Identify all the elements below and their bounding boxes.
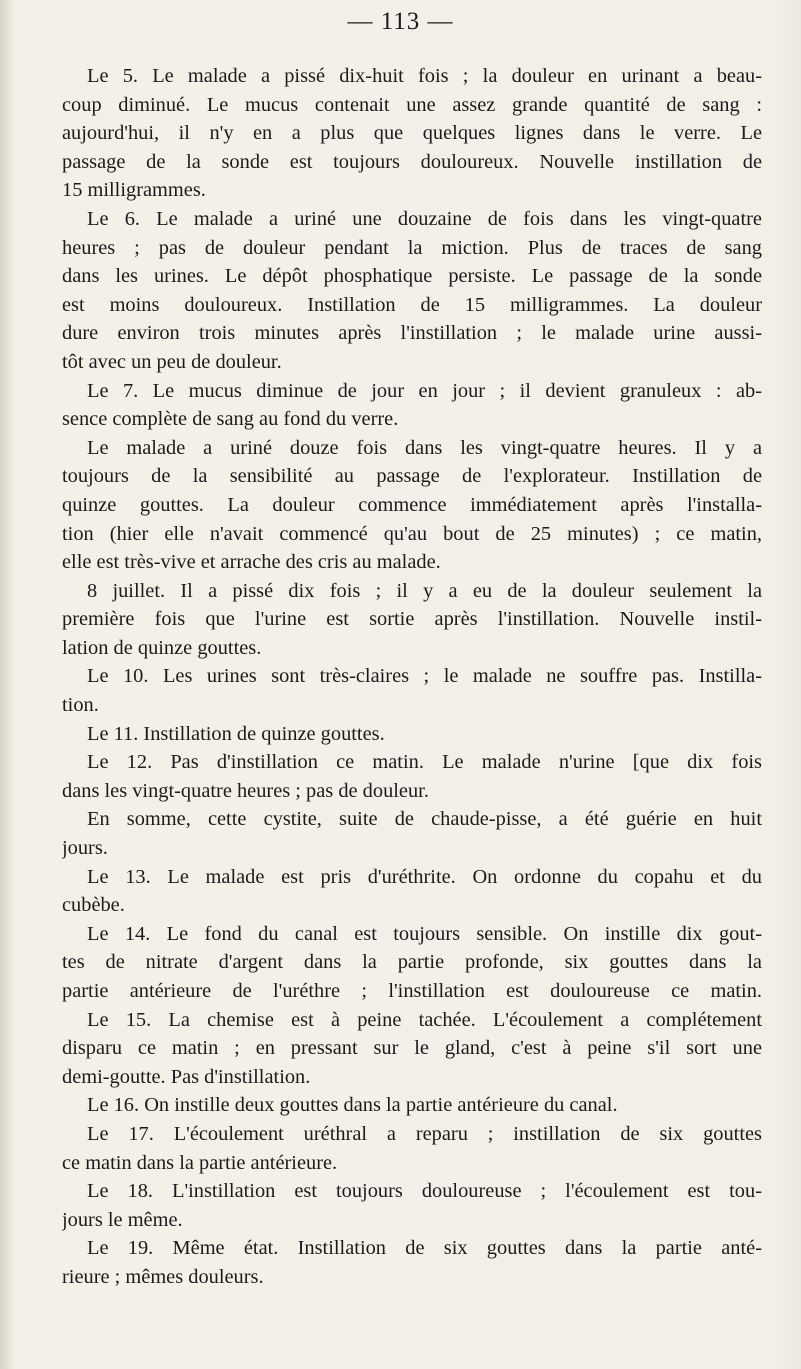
text-line: quinze gouttes. La douleur commence immédiatement après l'installa- — [62, 493, 762, 516]
text-line: demi-goutte. Pas d'instillation. — [62, 1065, 311, 1088]
text-line: tôt avec un peu de douleur. — [62, 350, 282, 373]
text-line: est moins douloureux. Instillation de 15 milligrammes. La douleur — [62, 293, 762, 316]
text-line: rieure ; mêmes douleurs. — [62, 1265, 264, 1288]
text-line: partie antérieure de l'uréthre ; l'instillation est douloureuse ce matin. — [62, 980, 762, 1002]
text-line: première fois que l'urine est sortie après l'instillation. Nouvelle instil- — [62, 608, 762, 631]
text-line: Le 10. Les urines sont très-claires ; le malade ne souffre pas. Instilla- — [87, 665, 762, 688]
text-line: aujourd'hui, il n'y en a plus que quelques lignes dans le verre. Le — [62, 122, 762, 145]
text-line: ce matin dans la partie antérieure. — [62, 1151, 338, 1174]
text-line: Le 18. L'instillation est toujours douloureuse ; l'écoulement est tou- — [87, 1180, 762, 1203]
text-line: Le 11. Instillation de quinze gouttes. — [87, 722, 385, 745]
text-line: Le 12. Pas d'instillation ce matin. Le malade n'urine [que dix fois — [87, 751, 762, 774]
text-line: Le malade a uriné douze fois dans les vingt-quatre heures. Il y a — [87, 436, 762, 459]
text-line: dans les urines. Le dépôt phosphatique persiste. Le passage de la sonde — [62, 265, 762, 288]
text-line: tes de nitrate d'argent dans la partie profonde, six gouttes dans la — [62, 951, 762, 974]
text-line: 15 milligrammes. — [62, 179, 206, 202]
text-line: 8 juillet. Il a pissé dix fois ; il y a eu de la douleur seulement la — [87, 579, 762, 602]
page-gutter-shadow — [0, 0, 14, 1369]
text-line: Le 17. L'écoulement uréthral a reparu ; instillation de six gouttes — [87, 1122, 762, 1145]
text-line: sence complète de sang au fond du verre. — [62, 408, 399, 431]
text-line: tion. — [62, 694, 99, 717]
text-line: jours le même. — [62, 1208, 183, 1231]
text-line: coup diminué. Le mucus contenait une assez grande quantité de sang : — [62, 93, 762, 116]
text-line: Le 13. Le malade est pris d'uréthrite. On ordonne du copahu et du — [87, 865, 762, 888]
text-line: passage de la sonde est toujours douloureux. Nouvelle instillation de — [62, 150, 762, 173]
text-line: tion (hier elle n'avait commencé qu'au bout de 25 minutes) ; ce matin, — [62, 522, 762, 545]
text-line: heures ; pas de douleur pendant la miction. Plus de traces de sang — [62, 236, 762, 259]
page-body-text — [62, 62, 762, 1292]
text-line: toujours de la sensibilité au passage de l'explorateur. Instillation de — [62, 465, 762, 488]
text-line: Le 14. Le fond du canal est toujours sensible. On instille dix gout- — [87, 922, 762, 945]
text-line: Le 5. Le malade a pissé dix-huit fois ; la douleur en urinant a beau- — [87, 65, 762, 87]
text-line: En somme, cette cystite, suite de chaude-pisse, a été guérie en huit — [87, 808, 762, 831]
text-line: cubèbe. — [62, 894, 125, 917]
text-line: Le 19. Même état. Instillation de six gouttes dans la partie anté- — [87, 1237, 762, 1260]
text-line: Le 15. La chemise est à peine tachée. L'écoulement a complétement — [87, 1008, 762, 1031]
text-line: Le 16. On instille deux gouttes dans la partie antérieure du canal. — [87, 1094, 618, 1117]
text-line: lation de quinze gouttes. — [62, 636, 262, 659]
text-line: Le 6. Le malade a uriné une douzaine de fois dans les vingt-quatre — [87, 207, 762, 230]
text-line: elle est très-vive et arrache des cris au malade. — [62, 551, 441, 574]
text-line: disparu ce matin ; en pressant sur le gland, c'est à peine s'il sort une — [62, 1037, 762, 1060]
text-line: dans les vingt-quatre heures ; pas de douleur. — [62, 779, 429, 802]
text-line: jours. — [62, 837, 108, 860]
text-line: Le 7. Le mucus diminue de jour en jour ; il devient granuleux : ab- — [87, 379, 762, 402]
text-line: dure environ trois minutes après l'instillation ; le malade urine aussi- — [62, 322, 762, 345]
page-number: — 113 — — [347, 8, 454, 35]
